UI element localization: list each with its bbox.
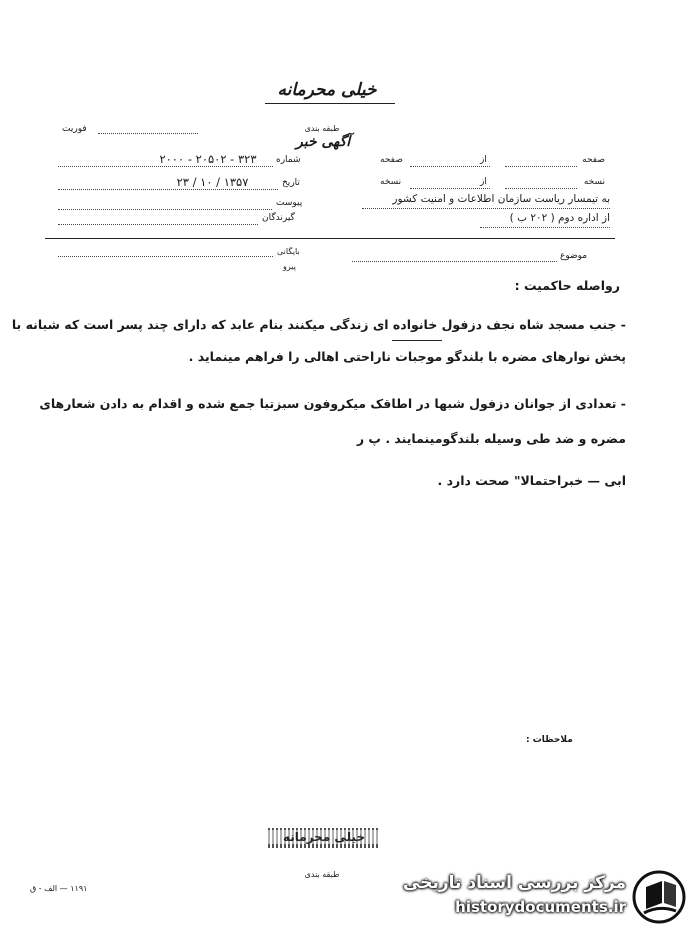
date-dots	[58, 189, 278, 190]
archive-label: بایگانی	[277, 247, 300, 256]
classification-label: طبقه بندی	[304, 124, 340, 133]
copy-label: نسخه	[583, 177, 605, 187]
number-value: ۳۲۳ - ۲۰۵۰۲ - ۲۰۰۰	[159, 152, 257, 166]
watermark-title: مرکز بررسی اسناد تاریخی	[403, 873, 626, 893]
subject-label: موضوع	[560, 251, 588, 261]
date-label: تاریخ	[282, 178, 300, 188]
date-value: ۱۳۵۷ / ۱۰ / ۲۳	[176, 175, 249, 189]
number-dots	[58, 166, 273, 167]
body-line-4: مضره و ضد طی وسیله بلندگومینمایند . پ ر	[356, 431, 626, 446]
from-dots	[480, 227, 610, 228]
handwritten-mark: آگهی خبر	[296, 134, 351, 150]
page-mid-label: از	[480, 155, 487, 165]
recipients-label: گیرندگان	[262, 213, 295, 223]
archive-dots	[58, 256, 273, 257]
copy-end-label: نسخه	[380, 177, 402, 187]
remarks-label: ملاحظات :	[526, 735, 573, 745]
copy-dots-2	[505, 188, 577, 189]
urgency-label: فوریت	[62, 124, 87, 134]
page-end-label: صفحه	[380, 155, 403, 165]
top-classification-underline	[265, 103, 395, 104]
copy-dots-1	[410, 188, 490, 189]
body-line-1: - جنب مسجد شاه نجف دزفول خانواده ای زندگی میکنند بنام عابد که دارای چند پسر است که شبانه با	[11, 317, 626, 332]
header-divider	[45, 238, 615, 239]
body-line-2: پخش نوارهای مضره با بلندگو موجبات ناراحتی اهالی را فراهم مینماید .	[188, 349, 626, 364]
attachment-dots	[58, 209, 272, 210]
urgency-dots	[98, 133, 198, 134]
salutation: رواصله حاکمیت :	[514, 278, 620, 293]
copy-mid-label: از	[480, 177, 487, 187]
footer-classification-label: طبقه بندی	[304, 870, 340, 879]
underline-mark	[392, 340, 442, 341]
to-value: به تیمسار ریاست سازمان اطلاعات و امنیت کشور	[392, 193, 610, 205]
recipients-dots	[58, 224, 258, 225]
page-dots-2	[505, 166, 577, 167]
attachment-label: پیوست	[276, 198, 303, 208]
top-classification: خیلی محرمانه	[277, 80, 377, 100]
from-value: از اداره دوم ( ۲۰۲ ب )	[509, 212, 610, 224]
classification-stamp	[268, 828, 380, 848]
archive-sub-label: پیرو	[283, 262, 296, 271]
page-dots-1	[410, 166, 490, 167]
form-code: ۱۱۹۱ — الف - ق	[30, 884, 88, 893]
body-line-5: ابی — خبراحتمالا" صحت دارد .	[437, 473, 626, 488]
subject-dots	[352, 261, 557, 262]
number-label: شماره	[276, 155, 301, 165]
watermark-url: historydocuments.ir	[455, 898, 626, 916]
to-dots	[362, 208, 610, 209]
body-line-3: - تعدادی از جوانان دزفول شبها در اطاقک میکروفون سبزتبا جمع شده و اقدام به دادن شعارهای	[39, 396, 626, 411]
watermark	[403, 865, 690, 929]
page-label: صفحه	[582, 155, 605, 165]
archive-logo-icon	[632, 869, 686, 929]
stamp-text: خیلی محرمانه	[268, 830, 380, 844]
